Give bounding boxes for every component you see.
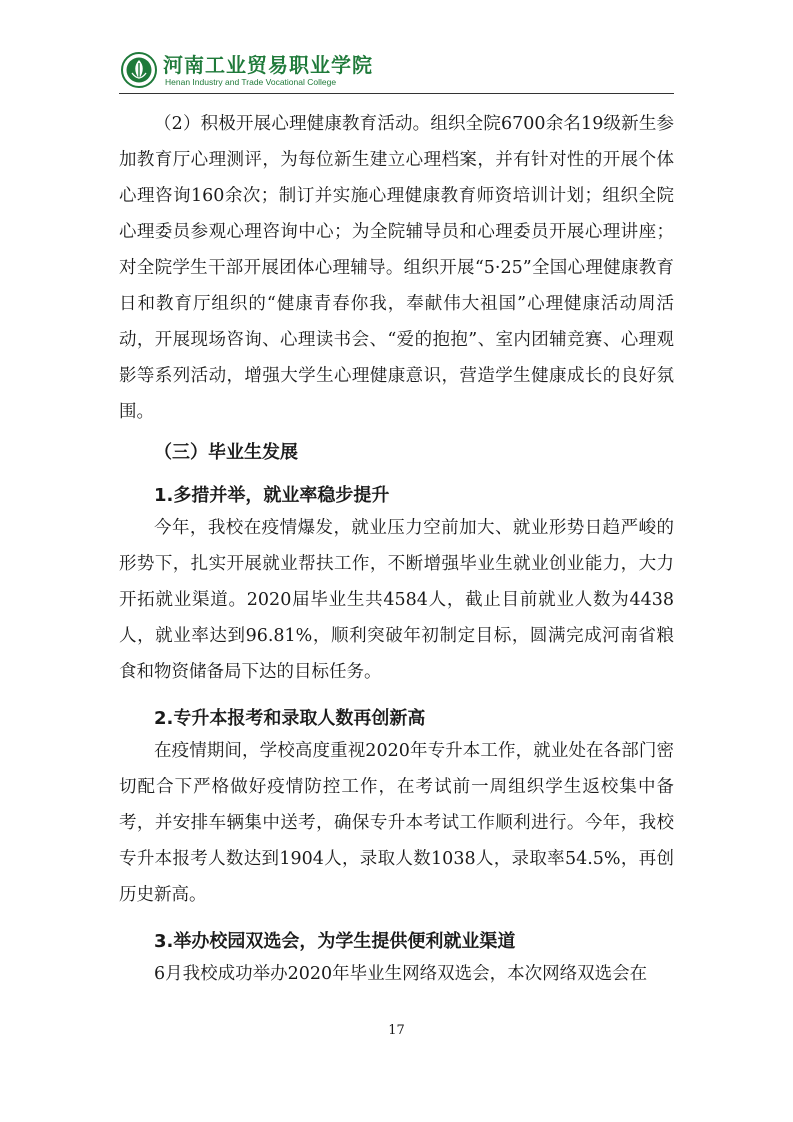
college-name-cn: 河南工业贸易职业学院 — [163, 53, 373, 77]
paragraph-upgrade-exam: 在疫情期间，学校高度重视2020年专升本工作，就业处在各部门密切配合下严格做好疫情防控工作，在考试前一周组织学生返校集中备考，并安排车辆集中送考，确保专升本考试工作顺利进行。今年，我校专升本报考人数达到1904人，录取人数1038人，录取率54.5%，再创历史新高。 — [119, 741, 674, 905]
subheading-job-fair: 3.举办校园双选会，为学生提供便利就业渠道 — [154, 931, 516, 952]
paragraph-job-fair: 6月我校成功举办2020年毕业生网络双选会，本次网络双选会在 — [154, 964, 648, 984]
page-number: 17 — [388, 1023, 405, 1038]
paragraph-mental-health: （2）积极开展心理健康教育活动。组织全院6700余名19级新生参加教育厅心理测评，为每位新生建立心理档案，并有针对性的开展个体心理咨询160余次；制订并实施心理健康教育师资培训计划；组织全院心理委员参观心理咨询中心；为全院辅导员和心理委员开展心理讲座；对全院学生干部开展团体心理辅导。组织开展“5·25”全国心理健康教育日和教育厅组织的“健康青春你我，奉献伟大祖国”心理健康活动周活动，开展现场咨询、心理读书会、“爱的抱抱”、室内团辅竞赛、心理观影等系列活动，增强大学生心理健康意识，营造学生健康成长的良好氛围。 — [119, 114, 674, 422]
subheading-upgrade-exam: 2.专升本报考和录取人数再创新高 — [154, 708, 426, 729]
subheading-employment: 1.多措并举，就业率稳步提升 — [154, 485, 390, 506]
page-header — [119, 46, 674, 95]
paragraph-employment: 今年，我校在疫情爆发，就业压力空前加大、就业形势日趋严峻的形势下，扎实开展就业帮扶工作，不断增强毕业生就业创业能力，大力开拓就业渠道。2020届毕业生共4584人，截止目前就业人数为4438人，就业率达到96.81%，顺利突破年初制定目标，圆满完成河南省粮食和物资储备局下达的目标任务。 — [119, 518, 674, 682]
header-divider — [119, 93, 674, 94]
section-heading-graduates: （三）毕业生发展 — [154, 442, 298, 463]
college-emblem-icon — [121, 52, 157, 88]
college-name-en: Henan Industry and Trade Vocational College — [165, 77, 337, 87]
